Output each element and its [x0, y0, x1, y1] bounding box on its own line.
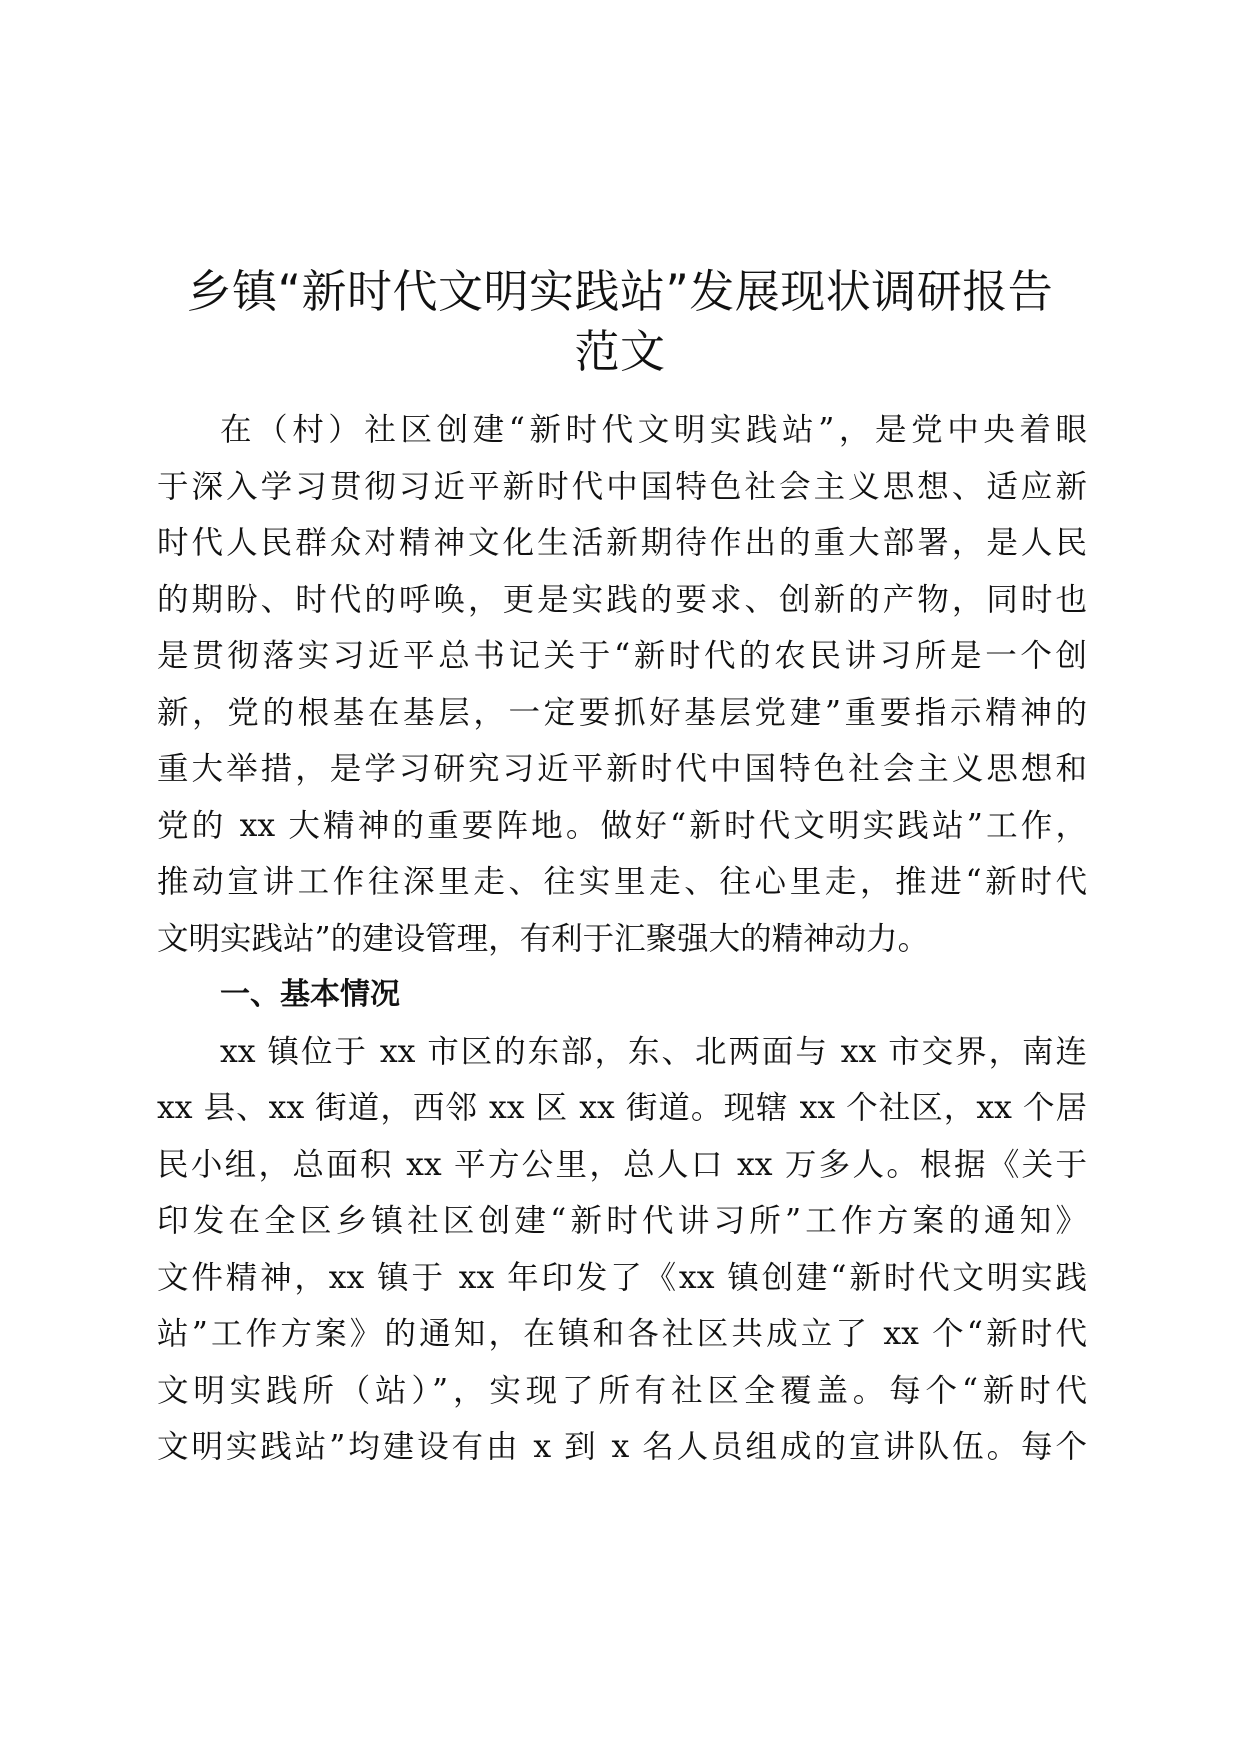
paragraph-intro [157, 402, 1087, 967]
title-line-2: 范文 [574, 325, 666, 378]
document-title [130, 262, 1110, 382]
section-heading-basic-situation: 一、基本情况 [220, 977, 400, 1012]
text-line: 于深入学习贯彻习近平新时代中国特色社会主义思想、适应新 [157, 468, 1087, 505]
text-line: 新，党的根基在基层，一定要抓好基层党建”重要指示精神的 [157, 694, 1087, 731]
text-line: 民小组，总面积 xx 平方公里，总人口 xx 万多人。根据《关于 [157, 1146, 1087, 1183]
paragraph-basic-situation [157, 1024, 1087, 1476]
text-line: 时代人民群众对精神文化生活新期待作出的重大部署，是人民 [157, 525, 1087, 561]
text-line: 文明实践站”的建设管理，有利于汇聚强大的精神动力。 [157, 920, 930, 957]
document-body [157, 402, 1087, 1476]
title-line-1: 乡镇“新时代文明实践站”发展现状调研报告 [186, 265, 1054, 318]
text-line: xx 镇位于 xx 市区的东部，东、北两面与 xx 市交界，南连 [220, 1033, 1087, 1070]
text-line: 推动宣讲工作往深里走、往实里走、往心里走，推进“新时代 [157, 864, 1087, 900]
text-line: 站”工作方案》的通知，在镇和各社区共成立了 xx 个“新时代 [157, 1316, 1087, 1352]
text-line: 党的 xx 大精神的重要阵地。做好“新时代文明实践站”工作， [157, 807, 1087, 844]
text-line: 印发在全区乡镇社区创建“新时代讲习所”工作方案的通知》 [157, 1203, 1087, 1239]
text-line: 的期盼、时代的呼唤，更是实践的要求、创新的产物，同时也 [157, 581, 1087, 618]
text-line: 文明实践所（站）”，实现了所有社区全覆盖。每个“新时代 [157, 1372, 1087, 1409]
text-line: 文明实践站”均建设有由 x 到 x 名人员组成的宣讲队伍。每个 [157, 1429, 1087, 1465]
text-line: 重大举措，是学习研究习近平新时代中国特色社会主义思想和 [157, 751, 1087, 787]
text-line: 是贯彻落实习近平总书记关于“新时代的农民讲习所是一个创 [157, 638, 1087, 674]
text-line: 文件精神，xx 镇于 xx 年印发了《xx 镇创建“新时代文明实践 [157, 1259, 1087, 1296]
text-line: 在（村）社区创建“新时代文明实践站”，是党中央着眼 [220, 412, 1087, 448]
text-line: xx 县、xx 街道，西邻 xx 区 xx 街道。现辖 xx 个社区，xx 个居 [157, 1090, 1087, 1126]
